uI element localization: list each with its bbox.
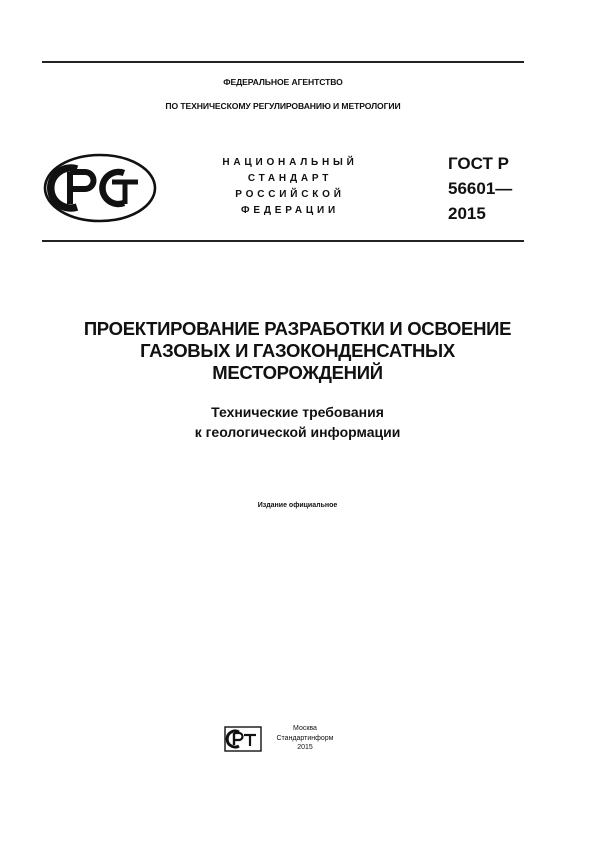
standard-type-line2: СТАНДАРТ xyxy=(247,173,333,184)
designation-line1: ГОСТ Р xyxy=(448,154,509,173)
standard-type-line1: НАЦИОНАЛЬНЫЙ xyxy=(222,157,358,168)
standard-designation xyxy=(448,151,512,226)
title-line2: ГАЗОВЫХ И ГАЗОКОНДЕНСАТНЫХ xyxy=(140,340,455,361)
designation-line2: 56601— xyxy=(448,179,513,198)
title-line1: ПРОЕКТИРОВАНИЕ РАЗРАБОТКИ И ОСВОЕНИЕ xyxy=(83,318,512,339)
document-subtitle xyxy=(40,402,555,442)
publisher-block xyxy=(265,724,345,753)
standartinform-logo-icon xyxy=(224,726,262,752)
header-top-rule xyxy=(42,61,524,63)
standard-type-line4: ФЕДЕРАЦИИ xyxy=(241,205,339,216)
designation-line3: 2015 xyxy=(448,204,486,223)
agency-name-line2: ПО ТЕХНИЧЕСКОМУ РЕГУЛИРОВАНИЮ И МЕТРОЛОГИИ xyxy=(165,101,401,111)
rst-certification-mark-icon xyxy=(42,152,158,224)
edition-note: Издание официальное xyxy=(257,502,338,509)
publisher-city: Москва xyxy=(293,725,317,732)
publisher-year: 2015 xyxy=(297,744,313,751)
publisher-name: Стандартинформ xyxy=(276,734,334,742)
agency-name-line1: ФЕДЕРАЛЬНОЕ АГЕНТСТВО xyxy=(223,77,343,87)
document-title xyxy=(20,318,575,384)
standard-type-line3: РОССИЙСКОЙ xyxy=(235,189,345,200)
header-bottom-rule xyxy=(42,240,524,242)
subtitle-line2: к геологической информации xyxy=(194,424,401,440)
title-line3: МЕСТОРОЖДЕНИЙ xyxy=(212,362,383,383)
subtitle-line1: Технические требования xyxy=(211,404,384,420)
standard-type-block xyxy=(200,155,380,219)
